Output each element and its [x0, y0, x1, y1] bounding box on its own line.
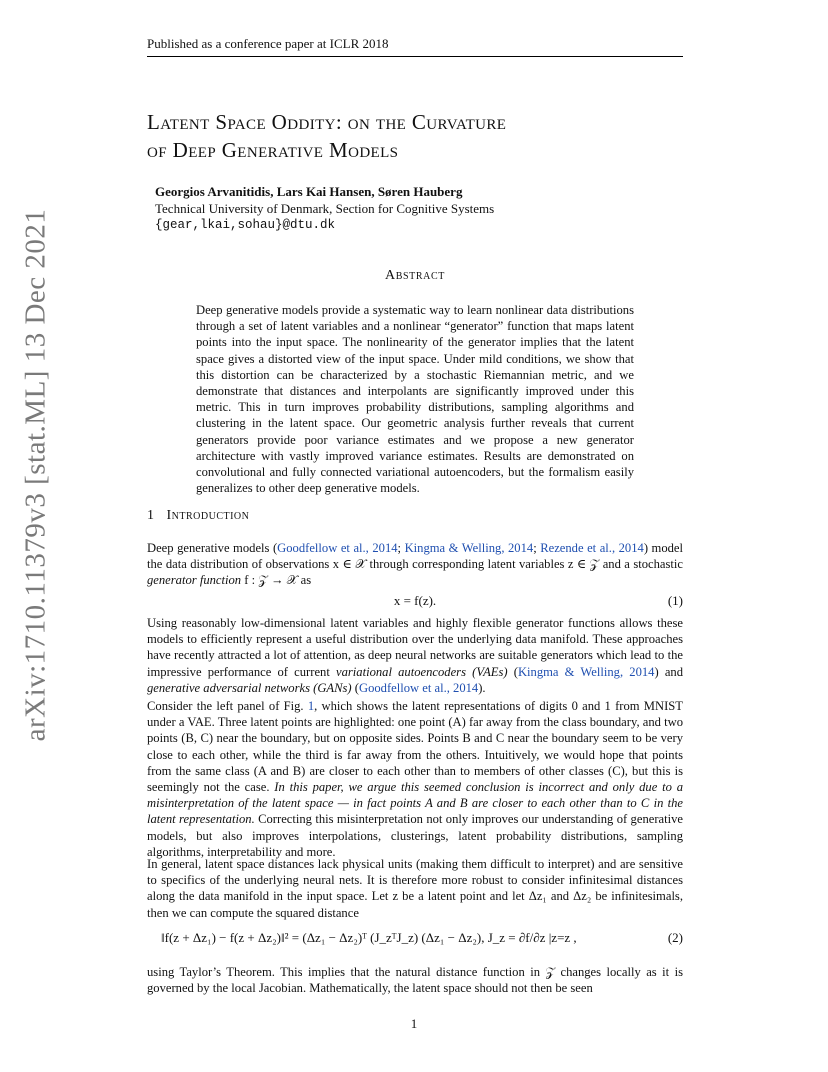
citation-link[interactable]: Goodfellow et al., 2014	[277, 541, 398, 555]
intro-paragraph-5: using Taylor’s Theorem. This implies that the natural distance function in 𝒵 changes locally as it is governed by the local Jacobian. Mathematically, the latent space should not then be seen	[147, 965, 683, 996]
equation-2	[147, 930, 683, 950]
text-run: , which shows the latent representations of digits 0 and 1 from MNIST under a VAE. Three latent points are highlighted: one point (A) far away from the class boundary, and two points (B, C) near the boundary, but on opposite sides. Points B and C near the boundary seem to be very close to each other, while the third is far away from the others. Intuitively, we would hope that points from the same class (A and B) are closer to each other than to members of other classes (C), but this is seemingly not the case.	[147, 699, 683, 795]
author-email: {gear,lkai,sohau}@dtu.dk	[155, 218, 336, 232]
text-run: (	[351, 680, 359, 695]
author-block	[155, 183, 675, 234]
title-line-2: of Deep Generative Models	[147, 138, 399, 162]
section-number: 1	[147, 508, 155, 523]
equation-number: (1)	[667, 593, 683, 608]
abstract-heading: Abstract	[385, 268, 445, 283]
citation-link[interactable]: Kingma & Welling, 2014	[517, 664, 655, 679]
text-run: ;	[397, 541, 405, 555]
equation-1	[147, 593, 683, 611]
intro-paragraph-3	[147, 698, 683, 860]
text-run: (	[507, 664, 518, 679]
section-heading-introduction	[147, 508, 249, 524]
citation-link[interactable]: Kingma & Welling, 2014	[404, 541, 534, 555]
equation-number: (2)	[667, 930, 683, 945]
text-run: ;	[533, 541, 541, 555]
paper-title	[147, 108, 707, 164]
intro-paragraph-1	[147, 540, 683, 589]
arxiv-stamp	[0, 0, 70, 1072]
emphasis-run: variational autoencoders (VAEs)	[336, 664, 508, 679]
arxiv-identifier: arXiv:1710.11379v3 [stat.ML] 13 Dec 2021	[19, 208, 52, 742]
page-number: 1	[410, 1016, 418, 1031]
author-affiliation: Technical University of Denmark, Section for Cognitive Systems	[155, 201, 495, 216]
text-run: Correcting this misinterpretation not only improves our understanding of generative models, but also improves interpolations, clusterings, latent probability distributions, sampling algorithms, interpretability and more.	[147, 812, 683, 859]
equation-body: x = f(z).	[393, 593, 437, 608]
abstract-text: Deep generative models provide a systematic way to learn nonlinear data distributions through a set of latent variables and a nonlinear “generator” function that maps latent points into the input space. The nonlinearity of the generator implies that the latent space gives a distorted view of the input space. Under mild conditions, we show that this distortion can be characterized by a stochastic Riemannian metric, and we demonstrate that distances and interpolants are significantly improved under this metric. This in turn improves probability distributions, sampling algorithms and clustering in the latent space. Our geometric analysis further reveals that current generators provide poor variance estimates and we propose a new generator architecture with vastly improved variance estimates. Results are demonstrated on convolutional and fully connected variational autoencoders, but the formalism easily generalizes to other deep generative models.	[196, 303, 634, 496]
emphasis-run: In this paper, we argue this seemed conclusion is incorrect and only due to a misinterpretation of the latent space — in fact points A and B are closer to each other than to C in the latent representation.	[147, 780, 683, 827]
text-run: ) model the data distribution of observations x ∈ 𝒳 through corresponding latent variables z ∈ 𝒵 and a stochastic	[147, 541, 684, 572]
text-run: ) and	[654, 664, 684, 679]
intro-paragraph-4: In general, latent space distances lack physical units (making them difficult to interpret) and are sensitive to specifics of the underlying neural nets. It is therefore more robust to consider infinitesimal distances along the data manifold in the input space. Let z be a latent point and let Δz₁ and Δz₂ be infinitesimals, then we can compute the squared distance	[147, 857, 683, 920]
text-run: f : 𝒵 → 𝒳 as	[241, 573, 312, 588]
emphasis-run: generative adversarial networks (GANs)	[147, 680, 352, 695]
intro-paragraph-2	[147, 615, 683, 696]
figure-link[interactable]: 1	[307, 699, 315, 713]
text-run: Deep generative models (	[147, 541, 278, 555]
equation-body: ‖f(z + Δz₁) − f(z + Δz₂)‖² = (Δz₁ − Δz₂)ᵀ (J_zᵀJ_z) (Δz₁ − Δz₂), J_z = ∂f/∂z |z=z ,	[161, 930, 577, 945]
text-run: Consider the left panel of Fig.	[147, 699, 308, 713]
running-head: Published as a conference paper at ICLR 2018	[147, 36, 683, 57]
citation-link[interactable]: Rezende et al., 2014	[540, 541, 644, 555]
section-title: Introduction	[166, 508, 250, 523]
citation-link[interactable]: Goodfellow et al., 2014	[358, 680, 479, 695]
text-run: ).	[478, 680, 486, 695]
emphasis-run: generator function	[147, 573, 242, 588]
title-line-1: Latent Space Oddity: on the Curvature	[147, 110, 507, 134]
author-names: Georgios Arvanitidis, Lars Kai Hansen, Søren Hauberg	[155, 184, 463, 199]
text-run: Using reasonably low-dimensional latent variables and highly flexible generator functions allows these models to efficiently represent a useful distribution over the underlying data manifold. These approaches have recently attracted a lot of attention, as deep neural networks are suitable generators which lead to the impressive performance of current	[147, 616, 683, 679]
